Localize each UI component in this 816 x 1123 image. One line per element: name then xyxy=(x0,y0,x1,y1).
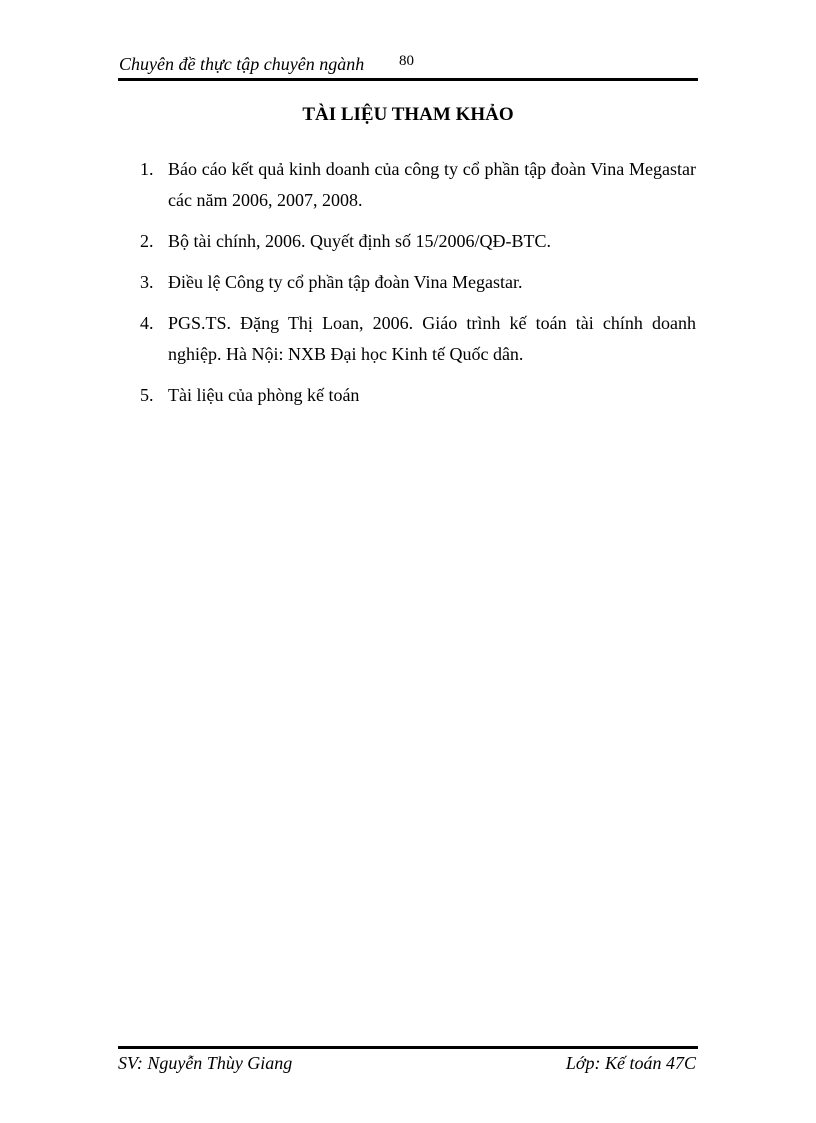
reference-item xyxy=(140,267,696,298)
reference-number: 1. xyxy=(140,159,154,179)
reference-item xyxy=(140,308,696,370)
reference-number: 4. xyxy=(140,313,154,333)
reference-number: 3. xyxy=(140,272,154,292)
reference-number: 5. xyxy=(140,385,154,405)
reference-text: Điều lệ Công ty cổ phần tập đoàn Vina Megastar. xyxy=(168,272,523,292)
reference-item xyxy=(140,154,696,216)
footer-class: Lớp: Kế toán 47C xyxy=(565,1053,696,1073)
reference-text: PGS.TS. Đặng Thị Loan, 2006. Giáo trình kế toán tài chính doanh nghiệp. Hà Nội: NXB Đại học Kinh tế Quốc dân. xyxy=(168,313,696,364)
reference-text: Báo cáo kết quả kinh doanh của công ty cổ phần tập đoàn Vina Megastar các năm 2006, 2007, 2008. xyxy=(168,159,696,210)
header-title: Chuyên đề thực tập chuyên ngành xyxy=(119,54,365,74)
document-title: TÀI LIỆU THAM KHẢO xyxy=(302,104,514,125)
reference-text: Bộ tài chính, 2006. Quyết định số 15/2006/QĐ-BTC. xyxy=(168,231,551,251)
reference-text: Tài liệu của phòng kế toán xyxy=(168,385,360,405)
reference-number: 2. xyxy=(140,231,154,251)
reference-item xyxy=(140,226,696,257)
page-header xyxy=(118,50,698,81)
reference-item xyxy=(140,380,696,411)
page-footer xyxy=(118,1046,698,1077)
reference-list xyxy=(140,154,696,421)
footer-student-name: SV: Nguyễn Thùy Giang xyxy=(118,1053,293,1073)
page-number: 80 xyxy=(399,53,414,69)
